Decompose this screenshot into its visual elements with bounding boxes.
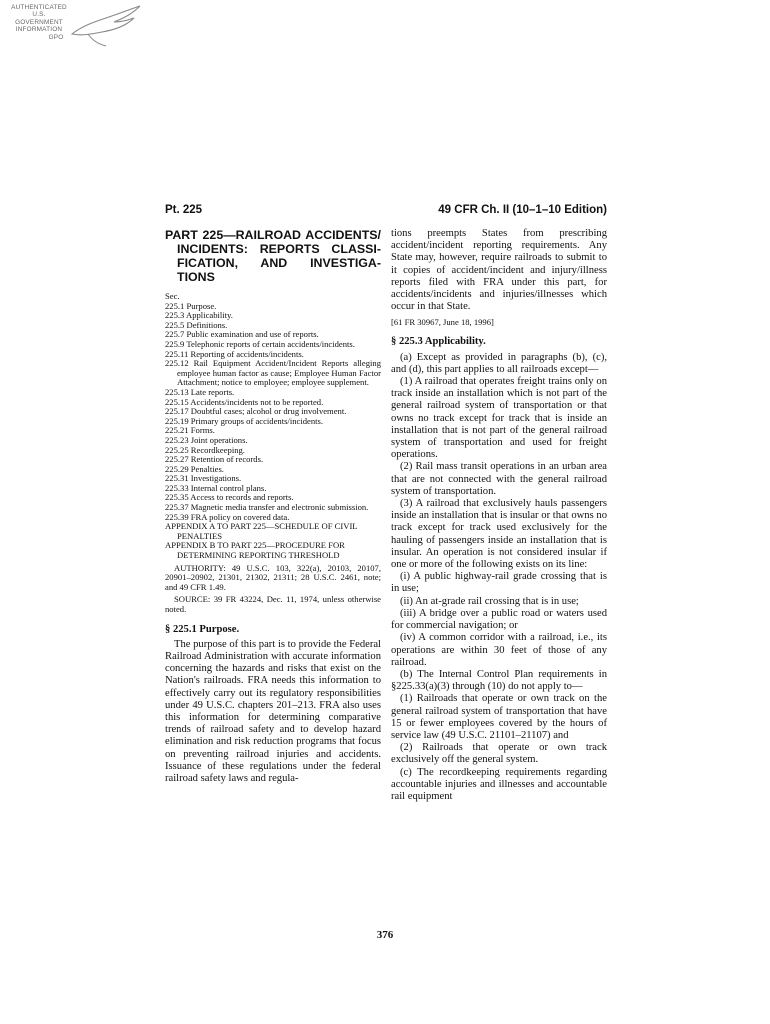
right-column xyxy=(391,228,607,803)
gpo-authentication-seal xyxy=(8,4,148,50)
toc-item: 225.12 Rail Equipment Accident/Incident Reports alleging employee human factor as cause; Employee Human Factor Attachment; notice to employee; employee supplement. xyxy=(165,358,381,388)
toc-item: 225.11 Reporting of accidents/incidents. xyxy=(165,348,304,359)
appendix-entry: APPENDIX A TO PART 225—SCHEDULE OF CIVIL PENALTIES xyxy=(165,521,358,541)
toc-item: 225.35 Access to records and reports. xyxy=(165,492,294,503)
section-paragraph: The purpose of this part is to provide the Federal Railroad Administration with accurate information concerning the hazards and risks that exist on the Nation's railroads. FRA needs this information to effectively carry out its regulatory responsibilities under 49 U.S.C. chapters 201–213. FRA also uses this information for determining comparative trends of railroad safety and to develop hazard elimination and risk reduction programs that focus on preventing railroad injuries and accidents. Issuance of these regulations under the federal railroad safety laws and regula- xyxy=(165,638,381,785)
section-heading: § 225.1 Purpose. xyxy=(165,623,240,635)
toc-item: 225.39 FRA policy on covered data. xyxy=(165,511,290,522)
header-edition: 49 CFR Ch. II (10–1–10 Edition) xyxy=(438,204,607,216)
toc-label: Sec. xyxy=(165,291,180,301)
authority-note: AUTHORITY: 49 U.S.C. 103, 322(a), 20103, 20107, 20901–20902, 21301, 21302, 21311; 28 U.S.C. 2461, note; and 49 CFR 1.49. xyxy=(165,562,381,592)
seal-line: U.S. GOVERNMENT xyxy=(15,11,63,26)
toc-item: 225.21 Forms. xyxy=(165,425,215,436)
toc-item: 225.3 Applicability. xyxy=(165,310,233,321)
section-paragraph: (2) Railroads that operate or own track exclusively off the general system. xyxy=(391,742,607,766)
section-paragraph: (1) A railroad that operates freight trains only on track inside an installation which is not part of the general railroad system of transportation or that owns no track except for track that is inside an installation that is not part of the general railroad system of transportation and used for freight operations. xyxy=(391,376,607,461)
continued-paragraph: tions preempts States from prescribing accident/incident reporting requirements. Any State may, however, require railroads to submit to it copies of accident/incident and injury/illness reports filed with FRA under this part, for accidents/incidents and injuries/illnesses which occur in that State. xyxy=(391,228,607,313)
appendix-entry: APPENDIX B TO PART 225—PROCEDURE FOR DETERMINING REPORTING THRESHOLD xyxy=(165,540,345,561)
toc-item: 225.37 Magnetic media transfer and electronic submission. xyxy=(165,502,369,513)
toc-item: 225.33 Internal control plans. xyxy=(165,482,267,493)
citation: [61 FR 30967, June 18, 1996] xyxy=(391,317,494,328)
seal-line: INFORMATION xyxy=(15,26,63,34)
toc-item: 225.9 Telephonic reports of certain accidents/incidents. xyxy=(165,338,355,349)
toc-item: 225.7 Public examination and use of reports. xyxy=(165,329,319,340)
header-part: Pt. 225 xyxy=(165,204,203,216)
section-paragraph: (3) A railroad that exclusively hauls passengers inside an installation that is insular or that owns no track except for track used exclusively for the hauling of passengers inside an installation that is insular. An operation is not considered insular if one or more of the following exists on its line: xyxy=(391,498,607,571)
section-paragraph: (c) The recordkeeping requirements regarding accountable injuries and illnesses and accountable rail equipment xyxy=(391,766,607,802)
source-note: SOURCE: 39 FR 43224, Dec. 11, 1974, unless otherwise noted. xyxy=(165,594,381,614)
toc-item: 225.23 Joint operations. xyxy=(165,434,248,445)
section-paragraph: (b) The Internal Control Plan requirements in §225.33(a)(3) through (10) do not apply to— xyxy=(391,668,607,693)
toc-item: 225.17 Doubtful cases; alcohol or drug involvement. xyxy=(165,406,347,417)
left-column xyxy=(165,228,381,785)
toc-item: 225.31 Investigations. xyxy=(165,473,242,484)
seal-text xyxy=(8,4,70,41)
section-heading: § 225.3 Applicability. xyxy=(391,336,486,348)
toc-item: 225.13 Late reports. xyxy=(165,386,235,397)
section-paragraph: (1) Railroads that operate or own track on the general railroad system of transportation that have 15 or fewer employees covered by the hours of service law (49 U.S.C. 21101–21107) and xyxy=(391,693,607,741)
toc-item: 225.5 Definitions. xyxy=(165,319,228,330)
seal-line: GPO xyxy=(48,33,64,41)
section-paragraph: (ii) An at-grade rail crossing that is in use; xyxy=(400,595,579,607)
part-title: PART 225—RAILROAD ACCIDENTS/ INCIDENTS: REPORTS CLASSI- FICATION, AND INVESTIGA- TIONS xyxy=(165,228,381,284)
section-paragraph: (2) Rail mass transit operations in an urban area that are not connected with the general railroad system of transportation. xyxy=(391,461,607,497)
section-paragraph: (iii) A bridge over a public road or waters used for commercial navigation; or xyxy=(391,607,607,632)
eagle-icon xyxy=(68,4,148,50)
toc-item: 225.25 Recordkeeping. xyxy=(165,444,245,455)
toc-item: 225.29 Penalties. xyxy=(165,463,224,474)
seal-line: AUTHENTICATED xyxy=(11,4,67,11)
section-paragraph: (iv) A common corridor with a railroad, i.e., its operations are within 30 feet of those of any railroad. xyxy=(391,632,607,668)
page-number: 376 xyxy=(376,929,394,941)
page-header xyxy=(165,204,607,220)
table-of-contents xyxy=(165,302,381,523)
toc-item: 225.27 Retention of records. xyxy=(165,454,264,465)
section-paragraph: (a) Except as provided in paragraphs (b), (c), and (d), this part applies to all railroads except— xyxy=(391,351,607,375)
toc-item: 225.1 Purpose. xyxy=(165,300,217,311)
toc-item: 225.19 Primary groups of accidents/incidents. xyxy=(165,415,323,426)
toc-item: 225.15 Accidents/incidents not to be reported. xyxy=(165,396,324,407)
section-paragraph: (i) A public highway-rail grade crossing that is in use; xyxy=(391,571,607,595)
